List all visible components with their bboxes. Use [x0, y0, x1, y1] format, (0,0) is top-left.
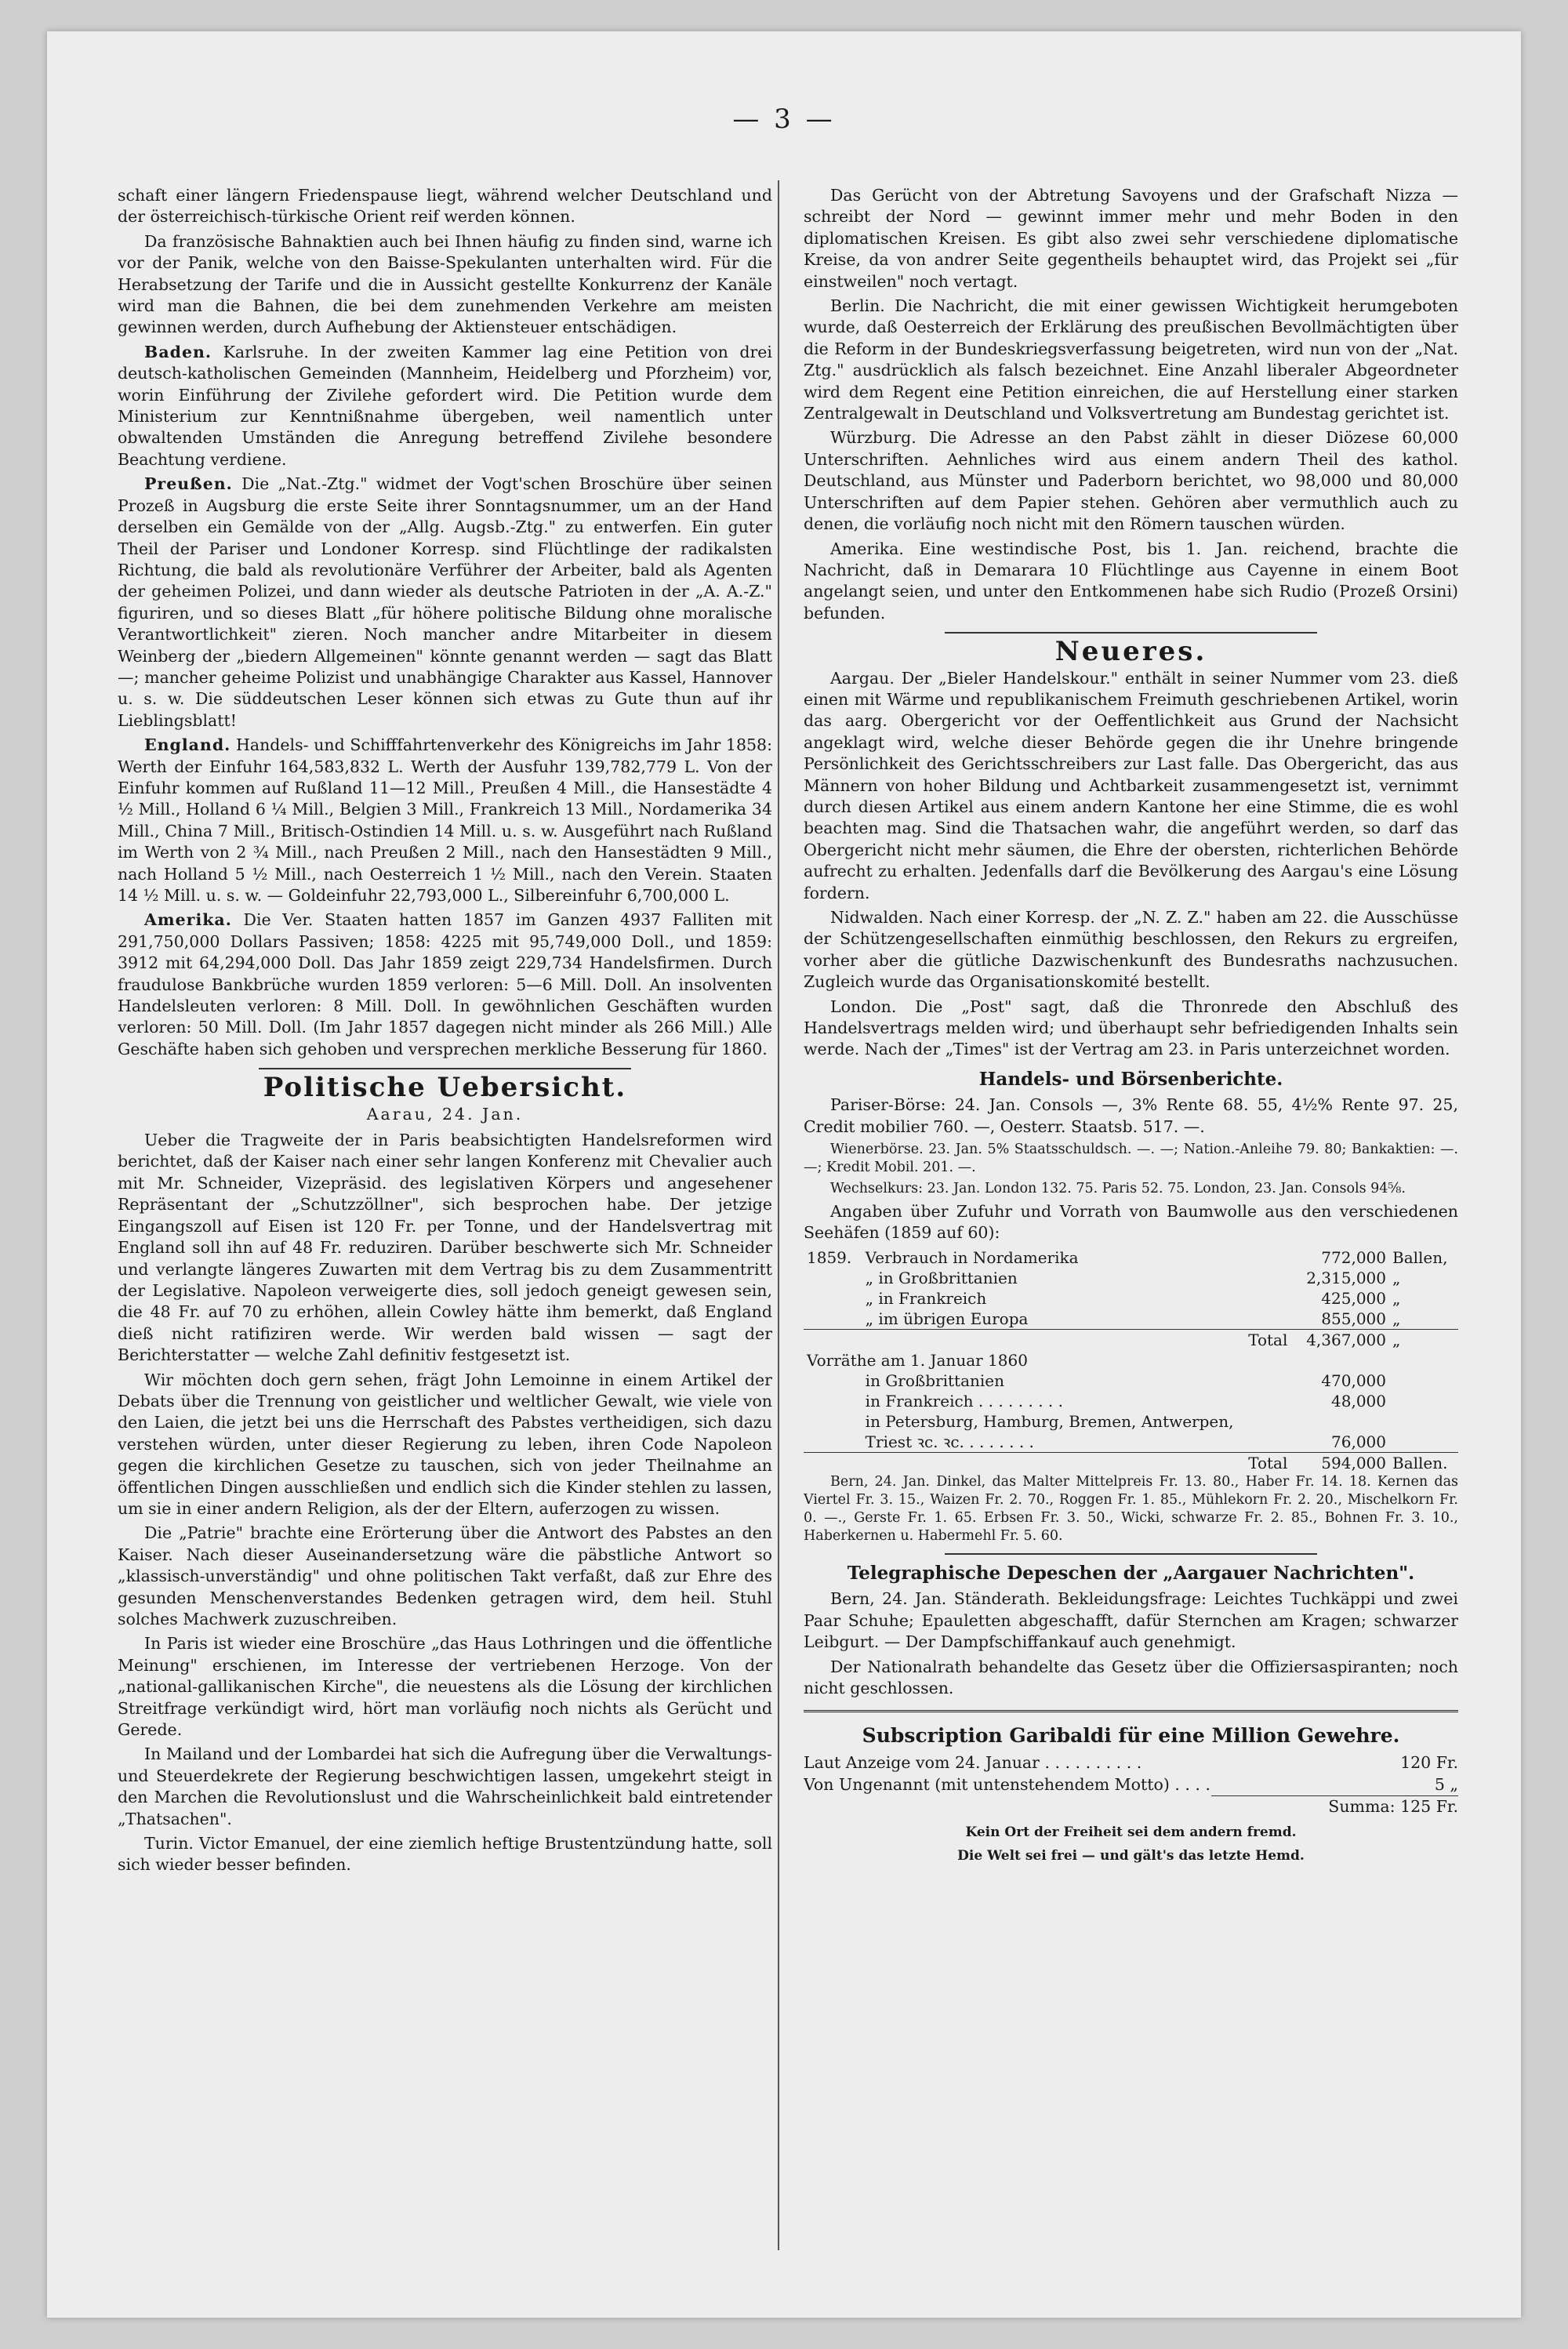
market-paragraph: Angaben über Zufuhr und Vorrath von Baumwolle aus den verschiedenen Seehäfen (1859 auf 60):: [804, 1202, 1458, 1243]
section-lead: Preußen.: [144, 474, 233, 494]
column-divider: [778, 180, 779, 2250]
market-paragraph: Pariser-Börse: 24. Jan. Consols —, 3% Rente 68. 55, 4½% Rente 97. 25, Credit mobilier 760. —, Oesterr. Staatsb. 517. —.: [804, 1095, 1458, 1136]
table-cell: [1389, 1411, 1458, 1432]
value-cell: 76,000: [1331, 1432, 1386, 1451]
unit-cell: Ballen,: [1392, 1247, 1448, 1267]
table-cell: [1389, 1391, 1458, 1411]
table-row: [804, 1268, 1458, 1288]
article-paragraph: Da französische Bahnaktien auch bei Ihnen häufig zu finden sind, warne ich vor der Panik, welche von den Baisse-Spekulanten unterhalten wird. Für die Herabsetzung der Tarife und die in Aussicht gestellte Konkurrenz der Kanäle wird man die Bahnen, die bei dem zunehmenden Verkehre am meisten gewinnen werden, durch Aufhebung der Aktiensteuer entschädigen.: [118, 231, 772, 337]
article-paragraph: Nidwalden. Nach einer Korresp. der „N. Z. Z." haben am 22. die Ausschüsse der Schützengesellschaften einmüthig beschlossen, den Rekurs zu ergreifen, vorher aber die gütliche Dazwischenkunft des Bundesraths nachzusuchen. Zugleich wurde das Organisationskomité bestellt.: [804, 908, 1458, 992]
motto-line: Die Welt sei frei — und gält's das letzte Hemd.: [957, 1848, 1305, 1864]
section-lead: England.: [144, 735, 231, 755]
article-paragraph: Die „Patrie" brachte eine Erörterung über die Antwort des Pabstes an den Kaiser. Nach dieser Auseinandersetzung wäre die päbstliche Antwort so „klassisch-unverständig" und ohne politischen Takt verfaßt, daß zur Ehre des gesunden Menschenverstandes Bedenken getragen wird, dem heil. Stuhl solches Machwerk zuzuschreiben.: [118, 1523, 772, 1628]
table-cell: [804, 1329, 862, 1350]
subscription-label: Von Ungenannt (mit untenstehendem Motto) . . . .: [804, 1774, 1210, 1794]
label-cell: in Großbrittanien: [865, 1371, 1004, 1390]
label-cell: „ im übrigen Europa: [865, 1309, 1029, 1328]
left-column: [118, 185, 772, 2255]
article-paragraph: In Mailand und der Lombardei hat sich die Aufregung über die Verwaltungs- und Steuerdekrete der Regierung beschwichtigen lassen, umgekehrt steigt in den Marchen die Revolutionslust und die Wahrscheinlichkeit bald eintretender „Thatsachen".: [118, 1745, 772, 1828]
table-cell: [804, 1411, 862, 1432]
total-label: Total: [862, 1329, 1291, 1350]
year-cell: [804, 1309, 862, 1330]
section-heading: Neueres.: [1054, 636, 1207, 668]
total-label: Total: [862, 1452, 1291, 1473]
article-paragraph: Der Nationalrath behandelte das Gesetz über die Offiziersaspiranten; noch nicht geschlossen.: [804, 1657, 1458, 1697]
table-row: [804, 1309, 1458, 1330]
table-row: [804, 1432, 1458, 1453]
article-paragraph: Ueber die Tragweite der in Paris beabsichtigten Handelsreformen wird berichtet, daß der Kaiser nach einer sehr langen Konferenz mit Chevalier auch mit Mr. Schneider, Vizepräsid. des legislativen Körpers und angesehener Repräsentant der „Schutzzöllner", sich besprochen habe. Der jetzige Eingangszoll auf Eisen ist 120 Fr. per Tonne, und der Handelsvertrag mit England soll ihn auf 48 Fr. reduziren. Darüber beschwerte sich Mr. Schneider und verlangte längeres Zuwarten mit dem Vertrag bis zu dem Zusammentritt der Legislative. Napoleon verweigerte dies, soll jedoch geneigt gewesen sein, die 48 Fr. auf 70 zu erhöhen, allein Cowley hätte ihm bemerkt, daß England dieß nicht ratifiziren werde. Wir werden bald wissen — sagt der Berichterstatter — welche Zahl definitiv festgesetzt ist.: [118, 1131, 772, 1365]
table-row: [804, 1391, 1458, 1411]
page-number: — 3 —: [732, 103, 836, 135]
label-cell: „ in Großbrittanien: [865, 1268, 1018, 1287]
market-paragraph: Wechselkurs: 23. Jan. London 132. 75. Paris 52. 75. London, 23. Jan. Consols 94⅝.: [830, 1181, 1406, 1197]
table-row: [804, 1371, 1458, 1391]
article-paragraph: Aargau. Der „Bieler Handelskour." enthält in seiner Nummer vom 23. dieß einen mit Wärme und republikanischem Freimuth geschriebenen Artikel, worin das aarg. Obergericht vor der Oeffentlichkeit aus Grund der Nachsicht angeklagt wird, welche dieser Behörde gegen die ihr Unehre bringende Persönlichkeit des Gerichtsschreibers zur Last falle. Das Obergericht, das aus Männern von hoher Bildung und Achtbarkeit zusammengesetzt ist, vernimmt durch diesen Artikel aus einem andern Kantone her eine Stimme, die es wohl beachten mag. Sind die Thatsachen wahr, die angeführt werden, so darf das Obergericht nicht mehr säumen, die Ehre der obersten, richterlichen Behörde aufrecht zu erhalten. Jedenfalls darf die Bevölkerung des Aargau's eine Lösung fordern.: [804, 668, 1458, 902]
label-cell: „ in Frankreich: [865, 1288, 987, 1308]
value-cell: 425,000: [1321, 1288, 1386, 1308]
article-preussen: [118, 474, 772, 732]
table-cell: [804, 1452, 862, 1473]
value-cell: 855,000: [1321, 1309, 1386, 1328]
article-paragraph: Wir möchten doch gern sehen, frägt John Lemoinne in einem Artikel der Debats über die Trennung von geistlicher und weltlicher Gewalt, wie viele von den Laien, die jetzt bei uns die Herrschaft des Pabstes vertheidigen, sich dazu verstehen würden, unter dieser Regierung zu leben, ihren Code Napoleon gegen die kirchlichen Gesetze zu tauschen, sich von jeder Theilnahme an öffentlichen Dingen ausschließen und endlich sich die Kinder stehlen zu lassen, um sie in einer andern Religion, als der der Eltern, auferzogen zu wissen.: [118, 1370, 772, 1518]
article-amerika: [118, 909, 772, 1060]
section-rule: [945, 632, 1317, 634]
table-row: [804, 1350, 1458, 1371]
article-paragraph: Amerika. Eine westindische Post, bis 1. Jan. reichend, brachte die Nachricht, daß in Demarara 10 Flüchtlinge aus Cayenne in einem Boot angelangt seien, und unter den Entkommenen habe sich Rudio (Prozeß Orsini) befunden.: [804, 539, 1458, 623]
table-cell: [804, 1432, 862, 1453]
total-value: 594,000: [1290, 1452, 1389, 1473]
table-cell: [1389, 1432, 1458, 1453]
label-cell: in Frankreich . . . . . . . . .: [865, 1391, 1063, 1410]
article-paragraph: schaft einer längern Friedenspause liegt, während welcher Deutschland und der österreichisch-türkische Orient reif werden können.: [118, 186, 772, 227]
table-row: [804, 1411, 1458, 1432]
unit-cell: „: [1392, 1288, 1401, 1308]
value-cell: 2,315,000: [1306, 1268, 1386, 1287]
total-value: 4,367,000: [1290, 1329, 1389, 1350]
section-heading: Subscription Garibaldi für eine Million Gewehre.: [862, 1724, 1400, 1748]
section-rule: [945, 1553, 1317, 1555]
cotton-total2-body: [804, 1452, 1458, 1473]
article-paragraph: Berlin. Die Nachricht, die mit einer gewissen Wichtigkeit herumgeboten wurde, daß Oesterreich der Erklärung des preußischen Bevollmächtigten über die Reform in der Bundeskriegsverfassung beigetreten, wird nun von der „Nat. Ztg." ausdrücklich als falsch bezeichnet. Eine Anzahl liberaler Abgeordneter wird dem Regent eine Petition einreichen, die auf Herstellung einer starken Zentralgewalt in Deutschland und Volksvertretung am Bundestag gerichtet ist.: [804, 296, 1458, 423]
cotton-table: [804, 1247, 1458, 1473]
article-paragraph: In Paris ist wieder eine Broschüre „das Haus Lothringen und die öffentliche Meinung" erschienen, im Interesse der vertriebenen Herzoge. Von der „national-gallikanischen Kirche", die neuestens als die Lösung der kirchlichen Streitfrage verkündigt wird, hört man vorläufig noch nichts als Gerücht und Gerede.: [118, 1634, 772, 1740]
article-england: [118, 735, 772, 906]
stock-title: Vorräthe am 1. Januar 1860: [807, 1350, 1028, 1370]
cotton-stock-body: [804, 1371, 1458, 1453]
section-rule: [259, 1068, 631, 1069]
cotton-consumption-body: [804, 1247, 1458, 1330]
article-paragraph: Würzburg. Die Adresse an den Pabst zählt in dieser Diözese 60,000 Unterschriften. Aehnliches wird aus einem andern Theil des kathol. Deutschland, aus Münster und Paderborn berichtet, wo 98,000 und 80,000 Unterschriften auf dem Papier stehen. Gehören aber vermuthlich auch zu denen, die vorläufig noch nicht mit den Römern tauschen würden.: [804, 428, 1458, 534]
section-heading: Telegraphische Depeschen der „Aargauer Nachrichten".: [847, 1562, 1415, 1584]
list-item: [804, 1752, 1458, 1774]
section-lead: Baden.: [144, 342, 212, 361]
unit-cell: „: [1392, 1309, 1401, 1328]
market-paragraph: Bern, 24. Jan. Dinkel, das Malter Mittelpreis Fr. 13. 80., Haber Fr. 14. 18. Kernen das Viertel Fr. 3. 15., Waizen Fr. 2. 70., Roggen Fr. 1. 85., Mühlekorn Fr. 2. 20., Mischelkorn Fr. 0. —., Gerste Fr. 1. 65. Erbsen Fr. 3. 50., Wicki, schwarze Fr. 2. 85., Bohnen Fr. 3. 10., Haberkernen u. Habermehl Fr. 5. 60.: [804, 1473, 1458, 1544]
total-unit: „: [1389, 1329, 1458, 1350]
list-item: [804, 1774, 1458, 1795]
subscription-list: [804, 1752, 1458, 1795]
subscription-amount: 5 „: [1434, 1774, 1458, 1794]
year-cell: [804, 1288, 862, 1309]
cotton-total-body: [804, 1329, 1458, 1371]
section-heading: Handels- und Börsenberichte.: [978, 1068, 1283, 1090]
article-text: Karlsruhe. In der zweiten Kammer lag eine Petition von drei deutsch-katholischen Gemeinden (Mannheim, Heidelberg und Pforzheim) vor, worin Einführung der Zivilehe gefordert wird. Die Petition wurde dem Ministerium zur Kenntnißnahme übergeben, weil namentlich unter obwaltenden Umständen die Anregung betreffend Zivilehe besondere Beachtung verdiene.: [118, 342, 772, 469]
article-baden: [118, 342, 772, 470]
subscription-box: [804, 1710, 1458, 1864]
article-paragraph: Das Gerücht von der Abtretung Savoyens und der Grafschaft Nizza — schreibt der Nord — gewinnt immer mehr und mehr Boden in den diplomatischen Kreisen. Es gibt also zwei sehr verschiedene diplomatische Kreise, da von andrer Seite gegentheils behauptet wird, das Projekt sei „für einstweilen" noch vertagt.: [804, 186, 1458, 291]
table-row: [804, 1288, 1458, 1309]
newspaper-page: [47, 31, 1521, 2318]
right-column: [804, 185, 1458, 2255]
year-cell: 1859.: [807, 1247, 852, 1267]
value-cell: 48,000: [1331, 1391, 1386, 1410]
value-cell: 470,000: [1321, 1371, 1386, 1390]
article-text: Die „Nat.-Ztg." widmet der Vogt'schen Broschüre über seinen Prozeß in Augsburg die erste Seite ihrer Sonntagsnummer, um an der Hand derselben ein Gemälde von der „Allg. Augsb.-Ztg." zu entwerfen. Ein guter Theil der Pariser und Londoner Korresp. sind Flüchtlinge der radikalsten Richtung, die bald als revolutionäre Verführer der Arbeiter, bald als Agenten der geheimen Polizei, und dann wieder als deutsche Patrioten in der „A. A.-Z." figuriren, und so dieses Blatt „für höhere politische Bildung ohne moralische Verantwortlichkeit" zieren. Noch mancher andre Mitarbeiter in diesem Weinberg der „biedern Allgemeinen" könnte genannt werden — sagt das Blatt —; mancher geheime Polizist und unabhängige Charakter aus Kassel, Hannover u. s. w. Die süddeutschen Leser können sich etwas zu Gute thun auf ihr Lieblingsblatt!: [118, 474, 772, 730]
unit-cell: „: [1392, 1268, 1401, 1287]
year-cell: [804, 1268, 862, 1288]
table-row: [804, 1329, 1458, 1350]
label-cell: Verbrauch in Nordamerika: [865, 1247, 1079, 1267]
market-paragraph: Wienerbörse. 23. Jan. 5% Staatsschuldsch. —. —; Nation.-Anleihe 79. 80; Bankaktien: —. —; Kredit Mobil. 201. —.: [804, 1142, 1458, 1176]
table-cell: [804, 1391, 862, 1411]
value-cell: 772,000: [1321, 1247, 1386, 1267]
total-unit: Ballen.: [1389, 1452, 1458, 1473]
section-heading: Politische Uebersicht.: [263, 1072, 627, 1104]
label-cell: in Petersburg, Hamburg, Bremen, Antwerpen,: [865, 1411, 1234, 1431]
subscription-label: Laut Anzeige vom 24. Januar . . . . . . . . . .: [804, 1752, 1142, 1772]
section-lead: Amerika.: [144, 910, 232, 930]
motto-line: Kein Ort der Freiheit sei dem andern fremd.: [965, 1824, 1297, 1841]
dateline: Aarau, 24. Jan.: [366, 1104, 524, 1124]
article-paragraph: London. Die „Post" sagt, daß die Thronrede den Abschluß des Handelsvertrags melden wird; und überhaupt sehr befriedigenden Inhalts sein werde. Nach der „Times" ist der Vertrag am 23. in Paris unterzeichnet worden.: [804, 997, 1458, 1059]
table-cell: [1389, 1371, 1458, 1391]
table-row: [804, 1247, 1458, 1268]
article-paragraph: Bern, 24. Jan. Ständerath. Bekleidungsfrage: Leichtes Tuchkäppi und zwei Paar Schuhe; Epauletten abgeschafft, dafür Sternchen am Kragen; schwarzer Leibgurt. — Der Dampfschiffankauf auch genehmigt.: [804, 1589, 1458, 1652]
table-row: [804, 1452, 1458, 1473]
table-cell: [804, 1371, 862, 1391]
article-text: Die Ver. Staaten hatten 1857 im Ganzen 4937 Falliten mit 291,750,000 Dollars Passiven; 1858: 4225 mit 95,749,000 Doll., und 1859: 3912 mit 64,294,000 Doll. Das Jahr 1859 zeigt 229,734 Handelsfirmen. Durch fraudulose Bankbrüche wurden 1859 verloren: 5—6 Mill. Doll. An insolventen Handelsleuten verloren: 8 Mill. Doll. In gewöhnlichen Geschäften wurden verloren: 50 Mill. Doll. (Im Jahr 1857 dagegen nicht minder als 266 Mill.) Alle Geschäfte haben sich gehoben und versprechen merkliche Besserung für 1860.: [118, 910, 772, 1058]
article-text: Handels- und Schifffahrtenverkehr des Königreichs im Jahr 1858: Werth der Einfuhr 164,583,832 L. Werth der Ausfuhr 139,782,779 L. Von der Einfuhr kommen auf Rußland 11—12 Mill., Preußen 4 Mill., die Hansestädte 4 ½ Mill., Holland 6 ¼ Mill., Belgien 3 Mill., Frankreich 13 Mill., Nordamerika 34 Mill., China 7 Mill., Britisch-Ostindien 14 Mill. u. s. w. Ausgeführt nach Rußland im Werth von 2 ¾ Mill., nach Preußen 2 Mill., nach den Hansestädten 9 Mill., nach Holland 5 ½ Mill., nach Oesterreich 1 ½ Mill., nach den Verein. Staaten 14 ½ Mill. u. s. w. — Goldeinfuhr 22,793,000 L., Silbereinfuhr 6,700,000 L.: [118, 735, 772, 905]
subscription-sum: Summa: 125 Fr.: [1211, 1795, 1458, 1817]
value-cell: [1290, 1411, 1389, 1432]
article-paragraph: Turin. Victor Emanuel, der eine ziemlich heftige Brustentzündung hatte, soll sich wieder besser befinden.: [118, 1834, 772, 1875]
subscription-amount: 120 Fr.: [1400, 1752, 1458, 1772]
label-cell: Triest ꝛc. ꝛc. . . . . . . .: [865, 1432, 1034, 1451]
